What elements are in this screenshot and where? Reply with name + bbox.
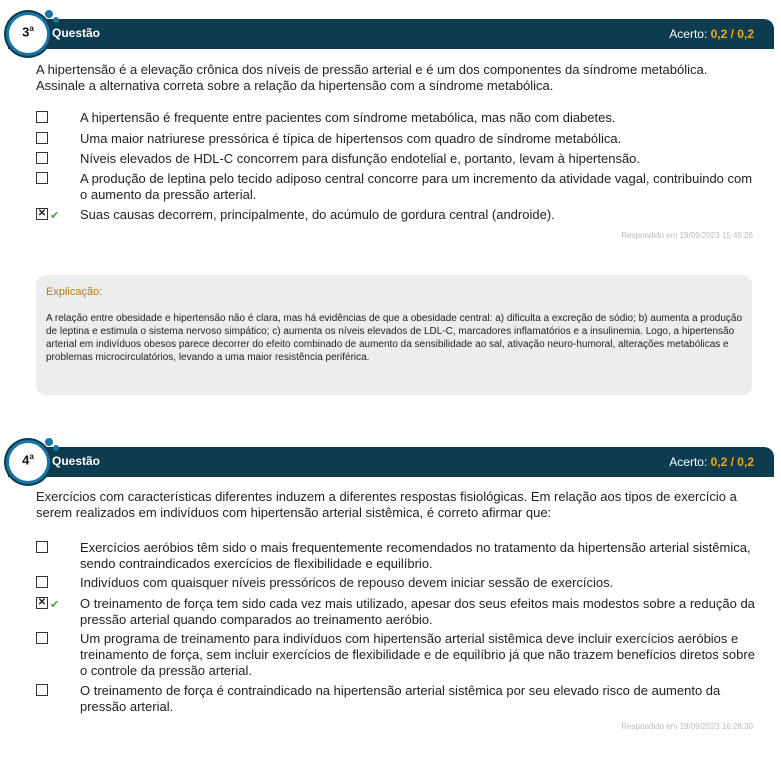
score	[669, 455, 754, 469]
checkbox[interactable]	[36, 132, 48, 144]
question-number: 4	[22, 452, 30, 468]
question-header	[8, 447, 774, 477]
option-text: O treinamento de força tem sido cada vez mais utilizado, apesar dos seus efeitos mais modestos sobre a redução da pressão arterial quando comparados ao treinamento aeróbio.	[80, 596, 755, 627]
question-number-suffix: a	[29, 24, 34, 33]
score-value: 0,2 / 0,2	[710, 455, 754, 469]
checkbox[interactable]	[36, 111, 48, 123]
score-label: Acerto:	[669, 455, 708, 469]
option-text: Exercícios aeróbios têm sido o mais frequentemente recomendados no tratamento da hipertensão arterial sistêmica, sendo contraindicados exercícios de flexibilidade e equilíbrio.	[80, 540, 751, 571]
option-text: O treinamento de força é contraindicado na hipertensão arterial sistêmica por seu elevado risco de aumento da pressão arterial.	[80, 683, 721, 714]
checkbox[interactable]	[36, 632, 48, 644]
option-text: Um programa de treinamento para indivíduos com hipertensão arterial sistêmica deve incluir exercícios aeróbios e treinamento de força, sem incluir exercícios de flexibilidade e de equilíbrio já que não trazem benefícios diretos sobre o controle da pressão arterial.	[80, 631, 755, 678]
option-text: Níveis elevados de HDL-C concorrem para disfunção endotelial e, portanto, levam à hipertensão.	[80, 151, 641, 166]
answered-timestamp: Respondido em 19/09/2023 15:45:26	[621, 231, 753, 240]
option-text: Uma maior natriurese pressórica é típica de hipertensos com quadro de síndrome metabólica.	[80, 131, 622, 146]
explanation-text: A relação entre obesidade e hipertensão não é clara, mas há evidências de que a obesidade central: a) dificulta a excreção de sódio; b) aumenta a produção de leptina e estimula o sistema nervoso simpático; c) aumenta os níveis elevados de LDL-C, marcadores inflamatórios e a insulinemia. Logo, a hipertensão arterial em indivíduos obesos parece decorrer do efeito combinado de aumento da sensibilidade ao sal, ativação neuro-humoral, alterações metabólicas e problemas microcirculatórios, levando a uma maior resistência periférica.	[46, 313, 743, 363]
option-text: A hipertensão é frequente entre pacientes com síndrome metabólica, mas não com diabetes.	[80, 110, 616, 125]
checkbox-checked[interactable]: ✕	[37, 597, 47, 608]
correct-check-icon: ✔	[50, 210, 60, 222]
checkbox[interactable]	[36, 152, 48, 164]
question-header	[8, 19, 774, 49]
checkbox-checked[interactable]: ✕	[37, 208, 47, 219]
question-stem: A hipertensão é a elevação crônica dos níveis de pressão arterial e é um dos componentes da síndrome metabólica. Assinale a alternativa correta sobre a relação da hipertensão com a síndrome metabólica.	[36, 62, 708, 93]
checkbox[interactable]	[36, 576, 48, 588]
explanation-title: Explicação:	[46, 286, 103, 298]
score-value: 0,2 / 0,2	[710, 27, 754, 41]
question-title: Questão	[52, 454, 101, 468]
option-text: Indivíduos com quaisquer níveis pressóricos de repouso devem iniciar sessão de exercícios.	[80, 575, 614, 590]
option-text: Suas causas decorrem, principalmente, do acúmulo de gordura central (androide).	[80, 207, 555, 222]
answered-timestamp: Respondido em 19/09/2023 16:28:30	[621, 722, 753, 731]
question-number: 3	[22, 24, 30, 40]
question-stem: Exercícios com características diferentes induzem a diferentes respostas fisiológicas. Em relação aos tipos de exercício a serem realizados em indivíduos com hipertensão arterial sistêmica, é correto afirmar que:	[36, 489, 737, 520]
question-title: Questão	[52, 26, 101, 40]
checkbox[interactable]	[36, 541, 48, 553]
option-text: A produção de leptina pelo tecido adiposo central concorre para um incremento da atividade vagal, contribuindo com o aumento da pressão arterial.	[80, 171, 753, 202]
checkbox[interactable]	[36, 172, 48, 184]
question-number-suffix: a	[29, 452, 34, 461]
explanation-box	[36, 275, 752, 395]
question-number-badge	[6, 12, 50, 56]
correct-check-icon: ✔	[50, 599, 60, 611]
checkbox[interactable]	[36, 684, 48, 696]
question-number-badge	[6, 440, 50, 484]
score	[669, 27, 754, 41]
score-label: Acerto:	[669, 27, 708, 41]
